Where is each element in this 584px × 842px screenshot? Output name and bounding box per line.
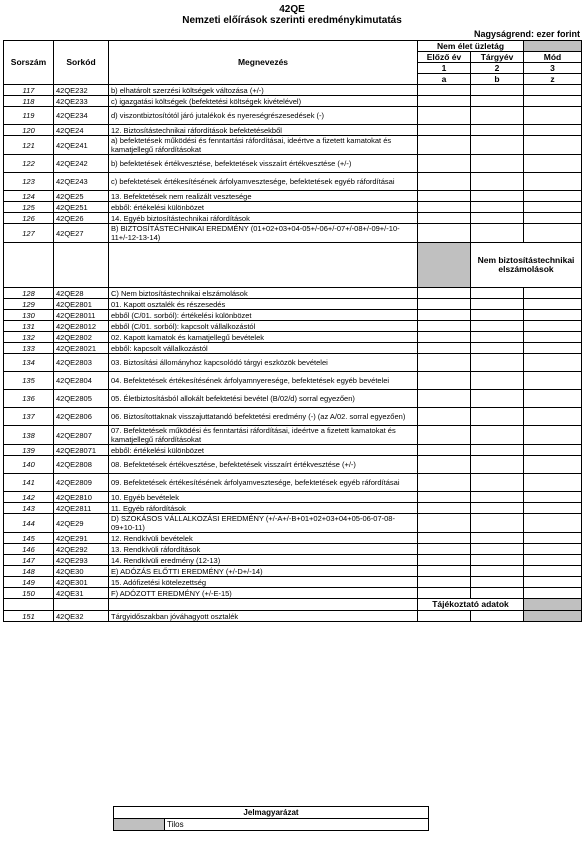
row-sorkod: 42QE28071 [54, 445, 109, 456]
table-row [4, 372, 582, 390]
row-value-b[interactable] [471, 503, 524, 514]
row-value-z [524, 611, 582, 622]
header-blank [524, 41, 582, 52]
row-value-a[interactable] [418, 332, 471, 343]
row-sorszam: 151 [4, 611, 54, 622]
section2-blank-kod [54, 243, 109, 288]
row-value-b[interactable] [471, 202, 524, 213]
row-value-a[interactable] [418, 514, 471, 533]
row-value-b[interactable] [471, 321, 524, 332]
row-sorszam: 148 [4, 566, 54, 577]
row-sorkod: 42QE28021 [54, 343, 109, 354]
row-megnevezes: ebből: értékelési különbözet [109, 202, 418, 213]
row-value-z[interactable] [524, 288, 582, 299]
row-sorkod: 42QE2805 [54, 390, 109, 408]
row-megnevezes: 12. Biztosítástechnikai ráfordítások befektetésekből [109, 125, 418, 136]
row-value-z[interactable] [524, 474, 582, 492]
row-sorkod: 42QE233 [54, 96, 109, 107]
row-megnevezes: B) BIZTOSÍTÁSTECHNIKAI EREDMÉNY (01+02+03+04-05+/-06+/-07+/-08+/-09+/-10-11+/-12-13-14) [109, 224, 418, 243]
row-value-a[interactable] [418, 136, 471, 155]
row-value-z[interactable] [524, 555, 582, 566]
table-row [4, 213, 582, 224]
row-value-a[interactable] [418, 611, 471, 622]
table-row [4, 426, 582, 445]
row-value-a[interactable] [418, 213, 471, 224]
row-value-z[interactable] [524, 408, 582, 426]
row-sorszam: 132 [4, 332, 54, 343]
table-row [4, 354, 582, 372]
row-megnevezes: D) SZOKÁSOS VÁLLALKOZÁSI EREDMÉNY (+/-A+/-B+01+02+03+04+05-06-07-08-09+10-11) [109, 514, 418, 533]
row-sorszam: 134 [4, 354, 54, 372]
row-sorszam: 123 [4, 173, 54, 191]
table-row [4, 310, 582, 321]
row-megnevezes: 15. Adófizetési kötelezettség [109, 577, 418, 588]
row-value-z[interactable] [524, 173, 582, 191]
header-col-z: Mód [524, 52, 582, 63]
row-value-a[interactable] [418, 390, 471, 408]
row-sorszam: 142 [4, 492, 54, 503]
table-row [4, 456, 582, 474]
row-sorkod: 42QE2811 [54, 503, 109, 514]
row-value-b[interactable] [471, 288, 524, 299]
row-sorszam: 136 [4, 390, 54, 408]
row-sorszam: 139 [4, 445, 54, 456]
section2-blank-a [418, 243, 471, 288]
row-value-z[interactable] [524, 96, 582, 107]
header-sorkod: Sorkód [54, 41, 109, 85]
row-sorszam: 150 [4, 588, 54, 599]
row-value-b[interactable] [471, 445, 524, 456]
table-row [4, 299, 582, 310]
table-row [4, 555, 582, 566]
row-sorszam: 130 [4, 310, 54, 321]
table-row [4, 343, 582, 354]
row-value-a[interactable] [418, 224, 471, 243]
row-sorszam: 128 [4, 288, 54, 299]
row-sorkod: 42QE2801 [54, 299, 109, 310]
row-value-b[interactable] [471, 544, 524, 555]
header-megnevezes: Megnevezés [109, 41, 418, 85]
row-sorkod: 42QE292 [54, 544, 109, 555]
row-sorkod: 42QE28011 [54, 310, 109, 321]
header-let-z: z [524, 74, 582, 85]
row-megnevezes: 03. Biztosítási állományhoz kapcsolódó tárgyi eszközök bevételei [109, 354, 418, 372]
row-megnevezes: 14. Rendkívüli eredmény (12-13) [109, 555, 418, 566]
row-value-a[interactable] [418, 408, 471, 426]
row-value-a[interactable] [418, 503, 471, 514]
row-megnevezes: d) viszontbiztosítótól járó jutalékok és nyereségrészesedések (-) [109, 107, 418, 125]
row-megnevezes: F) ADÓZOTT EREDMÉNY (+/-E-15) [109, 588, 418, 599]
row-value-b[interactable] [471, 213, 524, 224]
row-value-z[interactable] [524, 310, 582, 321]
row-megnevezes: ebből: kapcsolt vállalkozástól [109, 343, 418, 354]
row-sorszam: 146 [4, 544, 54, 555]
row-sorszam: 121 [4, 136, 54, 155]
row-value-z[interactable] [524, 136, 582, 155]
row-sorkod: 42QE2804 [54, 372, 109, 390]
row-value-z[interactable] [524, 107, 582, 125]
table-row [4, 445, 582, 456]
row-sorszam: 120 [4, 125, 54, 136]
row-value-a[interactable] [418, 299, 471, 310]
row-sorszam: 129 [4, 299, 54, 310]
row-value-z[interactable] [524, 445, 582, 456]
row-value-b[interactable] [471, 85, 524, 96]
row-megnevezes: 11. Egyéb ráfordítások [109, 503, 418, 514]
header-col-a: Előző év [418, 52, 471, 63]
row-value-b[interactable] [471, 426, 524, 445]
row-sorkod: 42QE32 [54, 611, 109, 622]
row-value-a[interactable] [418, 173, 471, 191]
row-sorkod: 42QE28 [54, 288, 109, 299]
section3-blank-kod [54, 599, 109, 611]
row-value-z[interactable] [524, 503, 582, 514]
row-megnevezes: b) befektetések értékvesztése, befektetések visszaírt értékvesztése (+/-) [109, 155, 418, 173]
row-value-z[interactable] [524, 354, 582, 372]
row-sorkod: 42QE31 [54, 588, 109, 599]
row-value-b[interactable] [471, 372, 524, 390]
row-value-b[interactable] [471, 555, 524, 566]
row-megnevezes: ebből (C/01. sorból): értékelési különbözet [109, 310, 418, 321]
row-value-z[interactable] [524, 372, 582, 390]
row-megnevezes: 09. Befektetések értékesítésének árfolyamvesztesége, befektetések egyéb ráfordításai [109, 474, 418, 492]
table-row [4, 566, 582, 577]
header-col-b: Tárgyév [471, 52, 524, 63]
row-value-a[interactable] [418, 588, 471, 599]
header-let-a: a [418, 74, 471, 85]
row-megnevezes: a) befektetések működési és fenntartási ráfordításai, ideértve a fizetett kamatokat és kamatjellegű ráfordításokat [109, 136, 418, 155]
header-num-z: 3 [524, 63, 582, 74]
legend-tilos-label: Tilos [165, 819, 429, 831]
row-value-z[interactable] [524, 202, 582, 213]
row-value-b[interactable] [471, 173, 524, 191]
row-value-a[interactable] [418, 321, 471, 332]
row-sorkod: 42QE2807 [54, 426, 109, 445]
table-row [4, 224, 582, 243]
row-sorkod: 42QE234 [54, 107, 109, 125]
table-row [4, 611, 582, 622]
row-value-a[interactable] [418, 372, 471, 390]
row-value-z[interactable] [524, 224, 582, 243]
row-sorszam: 145 [4, 533, 54, 544]
row-sorkod: 42QE232 [54, 85, 109, 96]
row-megnevezes: 04. Befektetések értékesítésének árfolyamnyeresége, befektetések egyéb bevételei [109, 372, 418, 390]
row-value-z[interactable] [524, 492, 582, 503]
table-row [4, 577, 582, 588]
row-sorszam: 149 [4, 577, 54, 588]
table-row [4, 533, 582, 544]
row-sorkod: 42QE27 [54, 224, 109, 243]
row-sorszam: 117 [4, 85, 54, 96]
section3-blank-sor [4, 599, 54, 611]
table-row [4, 390, 582, 408]
row-megnevezes: C) Nem biztosítástechnikai elszámolások [109, 288, 418, 299]
section2-label: Nem biztosítástechnikai elszámolások [471, 243, 582, 288]
table-row [4, 202, 582, 213]
row-megnevezes: c) igazgatási költségek (befektetési költségek kivételével) [109, 96, 418, 107]
row-value-z[interactable] [524, 566, 582, 577]
row-sorszam: 122 [4, 155, 54, 173]
row-sorszam: 125 [4, 202, 54, 213]
row-value-a[interactable] [418, 354, 471, 372]
table-row [4, 332, 582, 343]
row-value-a[interactable] [418, 577, 471, 588]
row-value-a[interactable] [418, 533, 471, 544]
row-value-b[interactable] [471, 310, 524, 321]
table-row [4, 136, 582, 155]
row-value-a[interactable] [418, 155, 471, 173]
row-value-z[interactable] [524, 456, 582, 474]
row-megnevezes: 08. Befektetések értékvesztése, befektetések visszaírt értékvesztése (+/-) [109, 456, 418, 474]
row-value-b[interactable] [471, 96, 524, 107]
row-megnevezes: 14. Egyéb biztosítástechnikai ráfordítások [109, 213, 418, 224]
row-megnevezes: 05. Életbiztosításból allokált befektetési bevétel (B/02/d) sorral egyezően) [109, 390, 418, 408]
row-value-a[interactable] [418, 288, 471, 299]
table-row [4, 544, 582, 555]
row-value-a[interactable] [418, 544, 471, 555]
row-sorszam: 138 [4, 426, 54, 445]
table-row [4, 408, 582, 426]
row-value-a[interactable] [418, 474, 471, 492]
row-value-a[interactable] [418, 107, 471, 125]
row-value-z[interactable] [524, 588, 582, 599]
row-sorkod: 42QE293 [54, 555, 109, 566]
row-sorkod: 42QE2809 [54, 474, 109, 492]
header-num-a: 1 [418, 63, 471, 74]
row-value-z[interactable] [524, 213, 582, 224]
row-sorszam: 118 [4, 96, 54, 107]
table-row [4, 474, 582, 492]
row-megnevezes: Tárgyidőszakban jóváhagyott osztalék [109, 611, 418, 622]
row-value-b[interactable] [471, 588, 524, 599]
row-value-b[interactable] [471, 456, 524, 474]
header-section-label: Nem élet üzletág [418, 41, 524, 52]
row-value-a[interactable] [418, 456, 471, 474]
header-let-b: b [471, 74, 524, 85]
row-sorszam: 147 [4, 555, 54, 566]
row-value-z[interactable] [524, 321, 582, 332]
row-value-a[interactable] [418, 202, 471, 213]
row-value-z[interactable] [524, 155, 582, 173]
row-value-a[interactable] [418, 555, 471, 566]
table-row [4, 96, 582, 107]
row-value-b[interactable] [471, 107, 524, 125]
table-row [4, 173, 582, 191]
row-sorkod: 42QE2802 [54, 332, 109, 343]
row-value-z[interactable] [524, 577, 582, 588]
row-sorkod: 42QE291 [54, 533, 109, 544]
table-row [4, 503, 582, 514]
row-sorkod: 42QE28012 [54, 321, 109, 332]
row-value-b[interactable] [471, 611, 524, 622]
row-value-a[interactable] [418, 426, 471, 445]
row-sorszam: 124 [4, 191, 54, 202]
row-value-a[interactable] [418, 85, 471, 96]
section3-blank-z [524, 599, 582, 611]
row-megnevezes: 12. Rendkívüli bevételek [109, 533, 418, 544]
section2-blank-sor [4, 243, 54, 288]
row-megnevezes: c) befektetések értékesítésének árfolyamvesztesége, befektetések egyéb ráfordításai [109, 173, 418, 191]
legend [113, 806, 429, 831]
row-value-z[interactable] [524, 85, 582, 96]
page-title: Nemzeti előírások szerinti eredménykimutatás [182, 15, 402, 26]
row-value-b[interactable] [471, 136, 524, 155]
row-value-a[interactable] [418, 96, 471, 107]
unit-label: Nagyságrend: ezer forint [473, 29, 580, 39]
row-sorkod: 42QE2808 [54, 456, 109, 474]
row-megnevezes: 13. Rendkívüli ráfordítások [109, 544, 418, 555]
row-value-b[interactable] [471, 514, 524, 533]
row-sorkod: 42QE242 [54, 155, 109, 173]
row-sorkod: 42QE251 [54, 202, 109, 213]
section3-label: Tájékoztató adatok [418, 599, 524, 611]
table-row [4, 588, 582, 599]
row-sorszam: 135 [4, 372, 54, 390]
row-value-z[interactable] [524, 533, 582, 544]
row-sorszam: 131 [4, 321, 54, 332]
row-sorkod: 42QE241 [54, 136, 109, 155]
row-value-b[interactable] [471, 474, 524, 492]
row-sorszam: 141 [4, 474, 54, 492]
row-value-b[interactable] [471, 191, 524, 202]
row-value-z[interactable] [524, 514, 582, 533]
table-row [4, 514, 582, 533]
row-value-b[interactable] [471, 577, 524, 588]
row-megnevezes: 10. Egyéb bevételek [109, 492, 418, 503]
row-value-z[interactable] [524, 390, 582, 408]
section2-blank-name [109, 243, 418, 288]
row-sorszam: 127 [4, 224, 54, 243]
row-sorszam: 133 [4, 343, 54, 354]
row-sorkod: 42QE301 [54, 577, 109, 588]
row-value-b[interactable] [471, 299, 524, 310]
row-value-z[interactable] [524, 426, 582, 445]
table-row [4, 321, 582, 332]
row-sorkod: 42QE243 [54, 173, 109, 191]
row-sorkod: 42QE2803 [54, 354, 109, 372]
row-sorkod: 42QE30 [54, 566, 109, 577]
row-megnevezes: 02. Kapott kamatok és kamatjellegű bevételek [109, 332, 418, 343]
legend-title: Jelmagyarázat [114, 807, 429, 819]
row-sorszam: 144 [4, 514, 54, 533]
row-sorkod: 42QE29 [54, 514, 109, 533]
table-row [4, 155, 582, 173]
row-value-z[interactable] [524, 125, 582, 136]
row-sorkod: 42QE24 [54, 125, 109, 136]
section3-blank-name [109, 599, 418, 611]
row-value-z[interactable] [524, 191, 582, 202]
row-value-b[interactable] [471, 566, 524, 577]
row-megnevezes: ebből (C/01. sorból): kapcsolt vállalkozástól [109, 321, 418, 332]
row-value-b[interactable] [471, 408, 524, 426]
table-row [4, 125, 582, 136]
row-megnevezes: ebből: értékelési különbözet [109, 445, 418, 456]
row-value-a[interactable] [418, 566, 471, 577]
row-value-b[interactable] [471, 332, 524, 343]
row-megnevezes: 07. Befektetések működési és fenntartási ráfordításai, ideértve a fizetett kamatokat és kamatjellegű ráfordításokat [109, 426, 418, 445]
table-row [4, 288, 582, 299]
header-num-b: 2 [471, 63, 524, 74]
row-sorszam: 143 [4, 503, 54, 514]
form-code: 42QE [279, 4, 305, 15]
row-value-b[interactable] [471, 125, 524, 136]
row-sorszam: 140 [4, 456, 54, 474]
header-sorszam: Sorszám [4, 41, 54, 85]
row-megnevezes: 01. Kapott osztalék és részesedés [109, 299, 418, 310]
row-value-b[interactable] [471, 155, 524, 173]
row-megnevezes: 06. Biztosítottaknak visszajuttatandó befektetési eredmény (-) (az A/02. sorral egyezően) [109, 408, 418, 426]
legend-grey-swatch [114, 819, 165, 831]
row-value-z[interactable] [524, 343, 582, 354]
row-sorkod: 42QE2810 [54, 492, 109, 503]
row-value-b[interactable] [471, 224, 524, 243]
row-value-z[interactable] [524, 299, 582, 310]
row-megnevezes: 13. Befektetések nem realizált vesztesége [109, 191, 418, 202]
row-megnevezes: E) ADÓZÁS ELŐTTI EREDMÉNY (+/-D+/-14) [109, 566, 418, 577]
table-row [4, 85, 582, 96]
row-value-a[interactable] [418, 445, 471, 456]
row-value-z[interactable] [524, 544, 582, 555]
table-row [4, 191, 582, 202]
row-value-a[interactable] [418, 125, 471, 136]
row-sorszam: 137 [4, 408, 54, 426]
row-value-a[interactable] [418, 343, 471, 354]
row-megnevezes: b) elhatárolt szerzési költségek változása (+/-) [109, 85, 418, 96]
row-sorkod: 42QE25 [54, 191, 109, 202]
row-sorkod: 42QE2806 [54, 408, 109, 426]
row-value-b[interactable] [471, 343, 524, 354]
row-value-b[interactable] [471, 533, 524, 544]
row-value-a[interactable] [418, 191, 471, 202]
row-value-b[interactable] [471, 354, 524, 372]
row-value-z[interactable] [524, 332, 582, 343]
report-table [3, 40, 582, 622]
row-sorszam: 126 [4, 213, 54, 224]
table-row [4, 107, 582, 125]
row-value-b[interactable] [471, 390, 524, 408]
row-sorkod: 42QE26 [54, 213, 109, 224]
row-sorszam: 119 [4, 107, 54, 125]
row-value-b[interactable] [471, 492, 524, 503]
row-value-a[interactable] [418, 492, 471, 503]
row-value-a[interactable] [418, 310, 471, 321]
table-row [4, 492, 582, 503]
